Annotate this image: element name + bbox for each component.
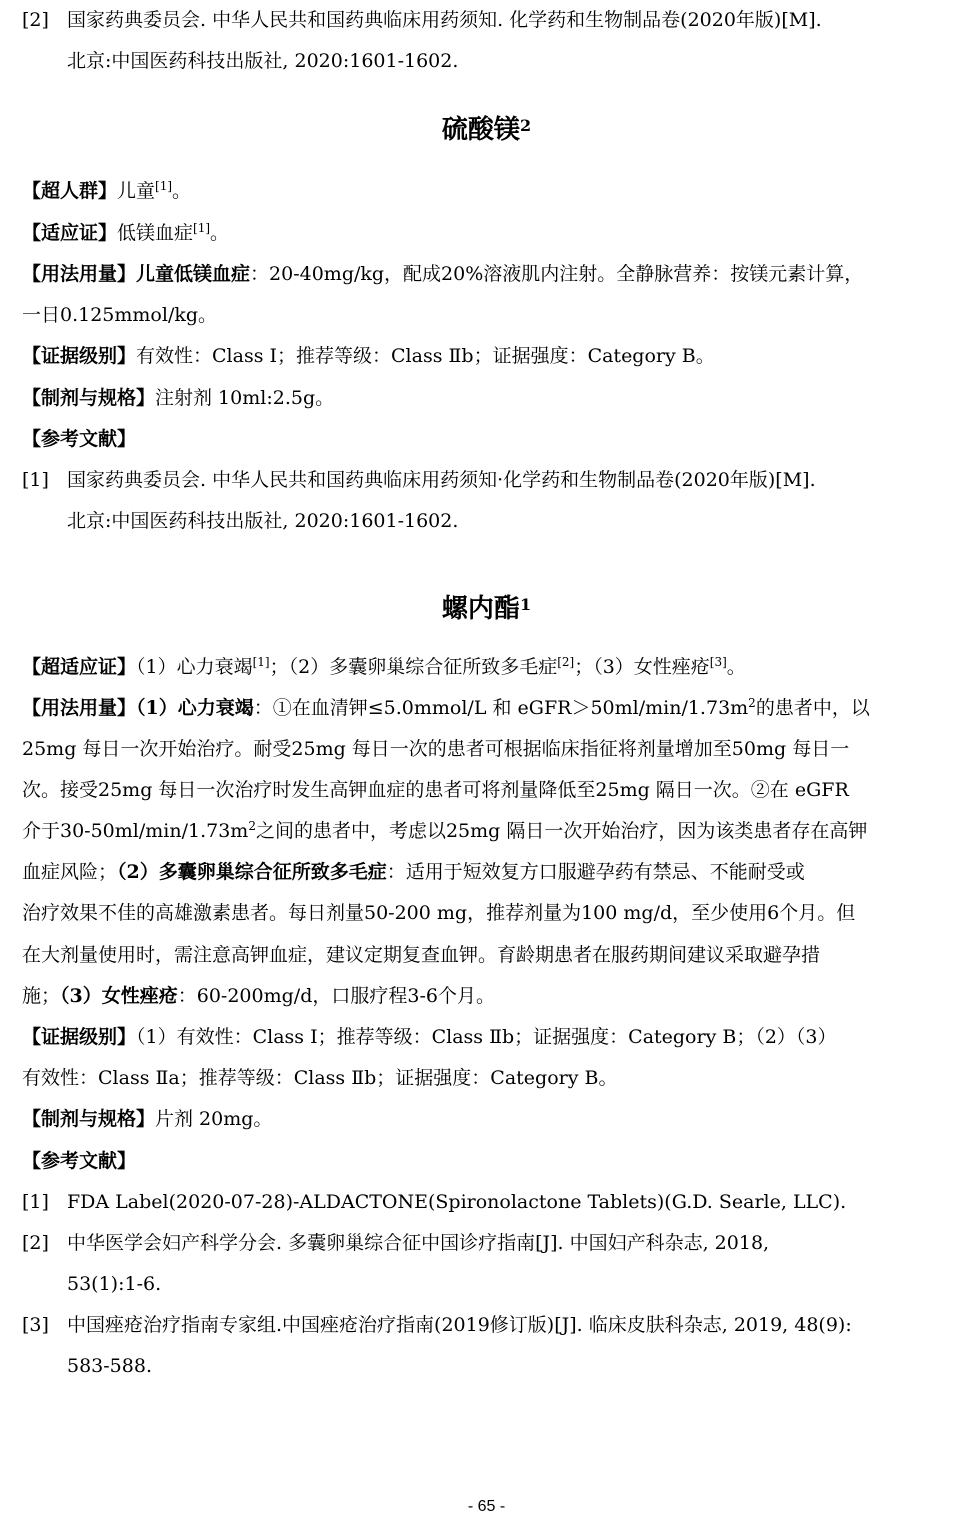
references-label: 【参考文献】	[22, 428, 137, 450]
punctuation: 。	[726, 656, 746, 678]
reference-number: [1]	[22, 1191, 49, 1213]
citation-sup: [3]	[709, 655, 727, 669]
offlabel-line	[22, 654, 932, 680]
reference-text: FDA Label(2020-07-28)-ALDACTONE(Spironolactone Tablets)(G.D. Searle, LLC).	[67, 1191, 847, 1213]
formulation-line	[22, 1106, 932, 1132]
reference-text: 中国痤疮治疗指南专家组.中国痤疮治疗指南(2019修订版)[J]. 临床皮肤科杂志, 2019, 48(9):	[67, 1314, 852, 1336]
evidence-label: 【证据级别】	[22, 345, 137, 367]
page-number: - 65 -	[467, 1498, 506, 1515]
drug-title-spironolactone	[0, 592, 973, 626]
offlabel-text: （1）心力衰竭	[136, 656, 253, 678]
population-line	[22, 178, 932, 204]
references-label: 【参考文献】	[22, 1150, 137, 1172]
dosage-line-continued	[22, 818, 932, 844]
dosage-line	[22, 695, 932, 721]
drug-title-text: 螺内酯	[441, 594, 520, 624]
formulation-text: 注射剂 10ml:2.5g。	[155, 387, 335, 409]
drug-title-sup: 1	[519, 595, 532, 614]
punctuation: 。	[210, 222, 230, 244]
reference-number: [2]	[22, 9, 49, 31]
indication-text: 低镁血症	[117, 222, 194, 244]
reference-number: [3]	[22, 1314, 49, 1336]
references-heading	[22, 426, 932, 452]
dosage-bold: （3）女性痤疮	[60, 985, 178, 1007]
dosage-bold: 儿童低镁血症	[136, 263, 251, 285]
dosage-line-continued	[22, 983, 932, 1009]
dosage-text: 血症风险；	[22, 861, 118, 883]
dosage-line-continued	[22, 859, 932, 885]
reference-text-continued: 北京:中国医药科技出版社, 2020:1601-1602.	[67, 510, 459, 532]
evidence-line	[22, 1024, 932, 1050]
evidence-label: 【证据级别】	[22, 1026, 137, 1048]
drug-title-magnesium-sulfate	[0, 113, 973, 147]
indication-label: 【适应证】	[22, 222, 118, 244]
dosage-text: 介于30-50ml/min/1.73m	[22, 820, 249, 842]
formulation-text: 片剂 20mg。	[155, 1108, 273, 1130]
reference-text: 国家药典委员会. 中华人民共和国药典临床用药须知·化学药和生物制品卷(2020年版)[M].	[67, 469, 816, 491]
dosage-line	[22, 261, 932, 287]
dosage-text: ：60-200mg/d，口服疗程3-6个月。	[177, 985, 495, 1007]
dosage-bold: （2）多囊卵巢综合征所致多毛症	[117, 861, 387, 883]
drug-title-text: 硫酸镁	[441, 115, 520, 145]
reference-number: [1]	[22, 469, 49, 491]
evidence-text: 有效性：Class I；推荐等级：Class Ⅱb；证据强度：Category B。	[136, 345, 715, 367]
evidence-line-continued: 有效性：Class Ⅱa；推荐等级：Class Ⅱb；证据强度：Category B。	[22, 1067, 618, 1089]
citation-sup: [2]	[557, 655, 575, 669]
dosage-text: 施；	[22, 985, 61, 1007]
references-heading	[22, 1148, 932, 1174]
reference-text-continued: 583-588.	[67, 1355, 152, 1377]
offlabel-text: ；（3）女性痤疮	[574, 656, 710, 678]
superscript: 2	[248, 819, 256, 833]
dosage-label: 【用法用量】	[22, 697, 137, 719]
drug-title-sup: 2	[519, 116, 532, 135]
formulation-line	[22, 385, 932, 411]
formulation-label: 【制剂与规格】	[22, 387, 156, 409]
citation-sup: [1]	[252, 655, 270, 669]
dosage-line-continued: 次。接受25mg 每日一次治疗时发生高钾血症的患者可将剂量降低至25mg 隔日一次。②在 eGFR	[22, 779, 849, 801]
dosage-bold: （1）心力衰竭	[136, 697, 254, 719]
reference-text: 中华医学会妇产科学分会. 多囊卵巢综合征中国诊疗指南[J]. 中国妇产科杂志, 2018,	[67, 1232, 770, 1254]
dosage-text: ：适用于短效复方口服避孕药有禁忌、不能耐受或	[386, 861, 805, 883]
dosage-text: 之间的患者中，考虑以25mg 隔日一次开始治疗，因为该类患者存在高钾	[255, 820, 868, 842]
formulation-label: 【制剂与规格】	[22, 1108, 156, 1130]
offlabel-label: 【超适应证】	[22, 656, 137, 678]
dosage-line-continued: 治疗效果不佳的高雄激素患者。每日剂量50-200 mg，推荐剂量为100 mg/d，至少使用6个月。但	[22, 902, 856, 924]
dosage-text: ：①在血清钾≤5.0mmol/L 和 eGFR＞50ml/min/1.73m	[253, 697, 749, 719]
reference-text-continued: 北京:中国医药科技出版社, 2020:1601-1602.	[67, 50, 459, 72]
dosage-text: ：20-40mg/kg，配成20%溶液肌内注射。全静脉营养：按镁元素计算，	[250, 263, 864, 285]
superscript: 2	[748, 696, 756, 710]
reference-number: [2]	[22, 1232, 49, 1254]
population-label: 【超人群】	[22, 180, 118, 202]
dosage-text: 的患者中，以	[755, 697, 870, 719]
reference-text-continued: 53(1):1-6.	[67, 1273, 162, 1295]
dosage-label: 【用法用量】	[22, 263, 137, 285]
indication-line	[22, 220, 932, 246]
citation-sup: [1]	[193, 221, 211, 235]
evidence-text: （1）有效性：Class Ⅰ；推荐等级：Class Ⅱb；证据强度：Category B；（2）（3）	[136, 1026, 837, 1048]
citation-sup: [1]	[155, 179, 173, 193]
reference-text: 国家药典委员会. 中华人民共和国药典临床用药须知. 化学药和生物制品卷(2020年版)[M].	[67, 9, 822, 31]
offlabel-text: ；（2）多囊卵巢综合征所致多毛症	[269, 656, 558, 678]
punctuation: 。	[172, 180, 192, 202]
dosage-line-continued: 在大剂量使用时，需注意高钾血症，建议定期复查血钾。育龄期患者在服药期间建议采取避孕措	[22, 944, 821, 966]
population-text: 儿童	[117, 180, 156, 202]
dosage-line-continued: 一日0.125mmol/kg。	[22, 304, 218, 326]
evidence-line	[22, 343, 932, 369]
dosage-line-continued: 25mg 每日一次开始治疗。耐受25mg 每日一次的患者可根据临床指征将剂量增加至50mg 每日一	[22, 738, 850, 760]
